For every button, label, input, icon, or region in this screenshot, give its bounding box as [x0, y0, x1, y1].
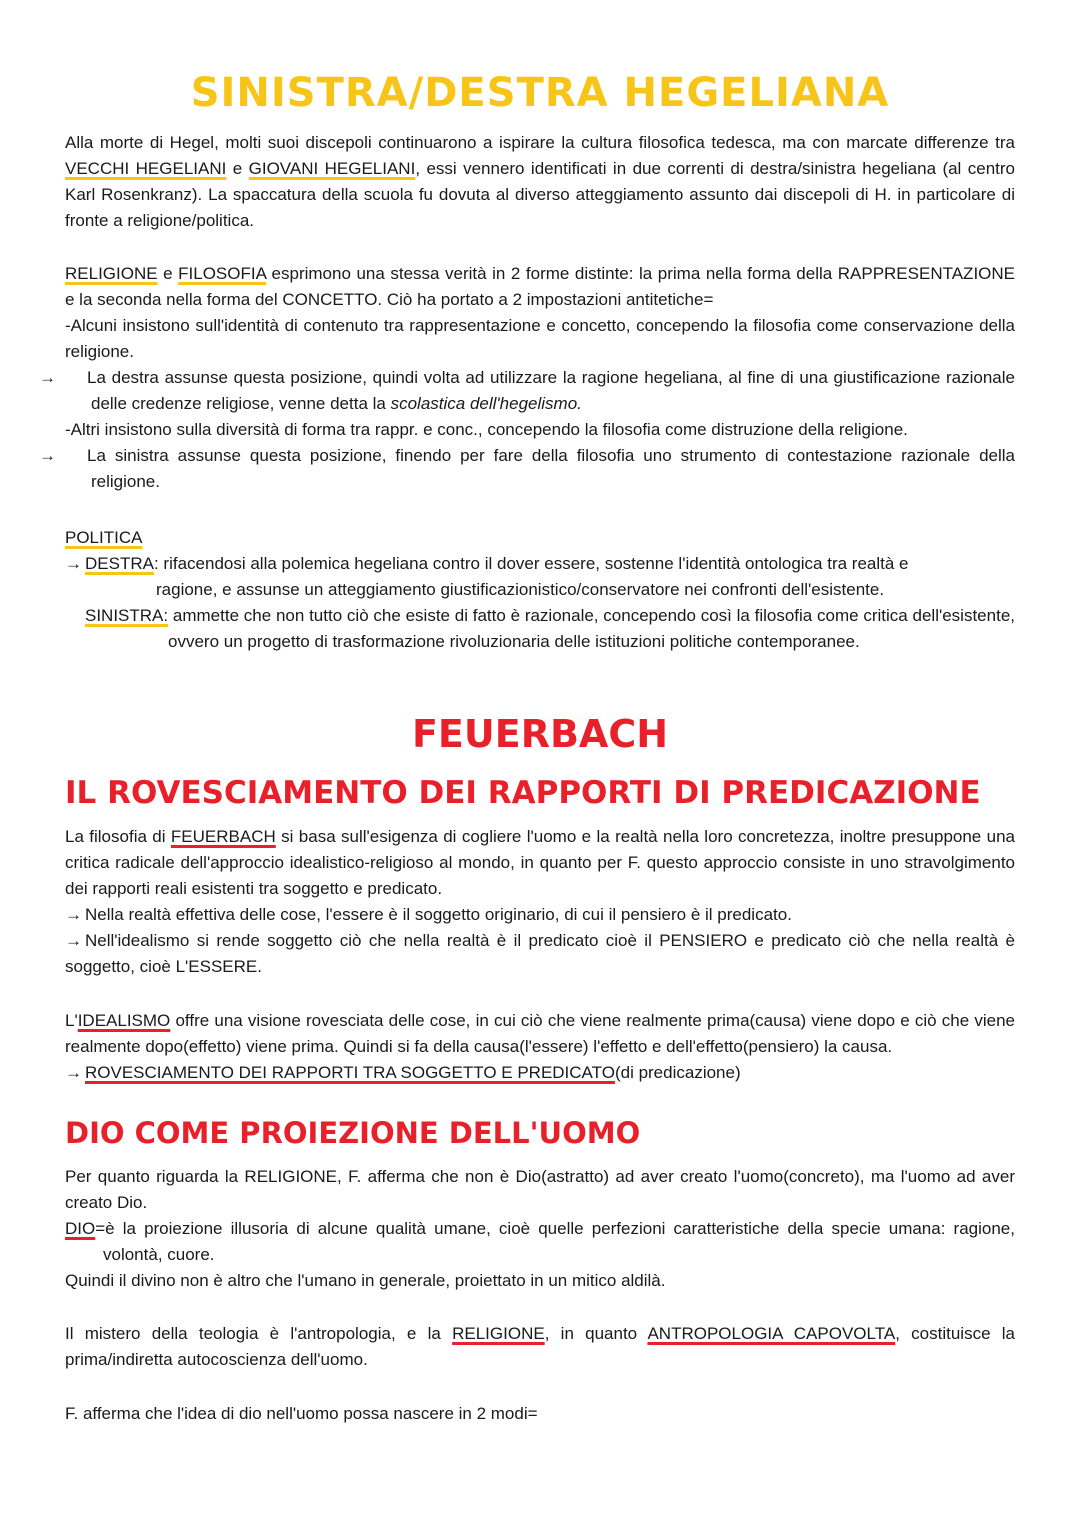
relig-point-2: -Altri insistono sulla diversità di forma tra rappr. e conc., concependo la filosofia come distruzione della religione.: [65, 420, 908, 439]
teologia-text: Il mistero della teologia è l'antropologia, e la: [65, 1324, 453, 1343]
feuerbach-paragraph-1: [65, 824, 1015, 980]
intro-text: , essi vennero identificati in due correnti di destra/sinistra hegeliana (al centro Karl Rosenkranz). La spaccatura della scuola fu dovuta al diverso atteggiamento assunto dai discepoli di H. in particolare di fronte a religione/politica.: [65, 159, 1015, 230]
arrow-icon: →: [65, 905, 82, 924]
arrow-icon: →: [39, 446, 56, 465]
page-title: SINISTRA/DESTRA HEGELIANA: [190, 70, 890, 116]
intro-text: Alla morte di Hegel, molti suoi discepoli continuarono a ispirare la cultura filosofica tedesca, ma con marcate differenze tra: [65, 133, 1015, 152]
teologia-paragraph: [65, 1321, 1015, 1373]
destra-text: : rifacendosi alla polemica hegeliana contro il dover essere, sostenne l'identità ontologica tra realtà e: [153, 554, 909, 573]
feuerbach-arrow-2: [65, 928, 1015, 980]
destra-cont: ragione, e assunse un atteggiamento giustificazionistico/conservatore nei confronti dell'esistente.: [156, 580, 885, 599]
dio-heading: DIO COME PROIEZIONE DELL'UOMO: [65, 1116, 641, 1150]
politica-section: [65, 525, 1015, 655]
feuerbach-arrow-1: [65, 902, 1015, 928]
sinistra-item: [65, 603, 1015, 655]
rovesciamento-heading: IL ROVESCIAMENTO DEI RAPPORTI DI PREDICAZIONE: [65, 775, 981, 811]
idealismo-paragraph: [65, 1008, 1015, 1086]
teologia-text: , costituisce la prima/indiretta autocoscienza dell'uomo.: [65, 1324, 1015, 1369]
relig-arrow-2: [39, 443, 1015, 495]
religione-paragraph: Per quanto riguarda la RELIGIONE, F. afferma che non è Dio(astratto) ad aver creato l'uomo(concreto), ma l'uomo ad aver creato Dio.: [65, 1167, 1015, 1212]
relig-point-1: -Alcuni insistono sull'identità di contenuto tra rappresentazione e concetto, concependo la filosofia come conservazione della religione.: [65, 316, 1015, 361]
religione-term: RELIGIONE: [65, 264, 158, 283]
feuerbach-term: FEUERBACH: [170, 827, 276, 846]
politica-heading: POLITICA: [65, 528, 143, 547]
destra-item: [65, 551, 1015, 577]
feuerbach-arrow-text: Nell'idealismo si rende soggetto ciò che nella realtà è il predicato cioè il PENSIERO e predicato ciò che nella realtà è soggetto, cioè L'ESSERE.: [65, 931, 1015, 976]
feuerbach-text: La filosofia di: [65, 827, 171, 846]
rovesciamento-arrow: [65, 1060, 1015, 1086]
relig-arrow-text: La sinistra assunse questa posizione, finendo per fare della filosofia uno strumento di contestazione razionale della religione.: [87, 446, 1015, 491]
filosofia-term: FILOSOFIA: [178, 264, 266, 283]
idealismo-text: offre una visione rovesciata delle cose, in cui ciò che viene realmente prima(causa) viene dopo e ciò che viene realmente dopo(effetto) viene prima. Quindi si fa della causa(l'essere) l'effetto e dell'effetto(pensiero) la causa.: [65, 1011, 1015, 1056]
relig-arrow-1: [39, 365, 1015, 417]
relig-text: e: [157, 264, 179, 283]
dio-term: DIO: [65, 1219, 96, 1238]
relig-text: esprimono una stessa verità in 2 forme distinte: la prima nella forma della RAPPRESENTAZIONE e la seconda nella forma del CONCETTO. Ciò ha portato a 2 impostazioni antitetiche=: [65, 264, 1016, 309]
idealismo-term: IDEALISMO: [77, 1011, 171, 1030]
modi-sentence: F. afferma che l'idea di dio nell'uomo possa nascere in 2 modi=: [65, 1404, 538, 1423]
arrow-icon: [65, 603, 85, 629]
religione-term-2: RELIGIONE: [452, 1324, 545, 1343]
feuerbach-title: FEUERBACH: [411, 712, 669, 756]
idealismo-text: L': [65, 1011, 78, 1030]
giovani-hegeliani-term: GIOVANI HEGELIANI: [248, 159, 416, 178]
arrow-icon: →: [65, 554, 82, 573]
feuerbach-arrow-text: Nella realtà effettiva delle cose, l'essere è il soggetto originario, di cui il pensiero è il predicato.: [85, 905, 792, 924]
feuerbach-text: si basa sull'esigenza di cogliere l'uomo e la realtà nella loro concretezza, inoltre presuppone una critica radicale dell'approccio idealistico-religioso al mondo, in quanto per F. questo approccio consiste in uno stravolgimento dei rapporti reali esistenti tra soggetto e predicato.: [65, 827, 1015, 898]
arrow-icon: →: [65, 1063, 82, 1082]
dio-text: =è la proiezione illusoria di alcune qualità umane, cioè quelle perfezioni caratteristiche della specie umana: ragione, volontà, cuore.: [95, 1219, 1015, 1264]
dio-definition-text: [65, 1216, 1015, 1268]
rovesciamento-term: ROVESCIAMENTO DEI RAPPORTI TRA SOGGETTO E PREDICATO: [85, 1063, 615, 1082]
divino-sentence: Quindi il divino non è altro che l'umano in generale, proiettato in un mitico aldilà.: [65, 1271, 666, 1290]
intro-text: e: [226, 159, 249, 178]
arrow-icon: →: [65, 931, 82, 950]
rovesciamento-text: (di predicazione): [614, 1063, 741, 1082]
scolastica-term: scolastica dell'hegelismo.: [390, 394, 582, 413]
relig-arrow-text: La destra assunse questa posizione, quindi volta ad utilizzare la ragione hegeliana, al fine di una giustificazione razionale delle credenze religiose, venne detta la: [87, 368, 1015, 413]
sinistra-text: ammette che non tutto ciò che esiste di fatto è razionale, concependo così la filosofia come critica dell'esistente, ovvero un progetto di trasformazione rivoluzionaria delle istituzioni politiche contemporanee.: [168, 606, 1015, 651]
vecchi-hegeliani-term: VECCHI HEGELIANI: [65, 159, 227, 178]
intro-paragraph: [65, 130, 1015, 234]
antropologia-term: ANTROPOLOGIA CAPOVOLTA: [647, 1324, 896, 1343]
teologia-text: , in quanto: [544, 1324, 648, 1343]
religione-section: [39, 261, 1016, 495]
sinistra-label: SINISTRA:: [85, 606, 169, 625]
arrow-icon: →: [39, 368, 56, 387]
dio-definition: [65, 1216, 1015, 1294]
destra-label: DESTRA: [85, 554, 154, 573]
